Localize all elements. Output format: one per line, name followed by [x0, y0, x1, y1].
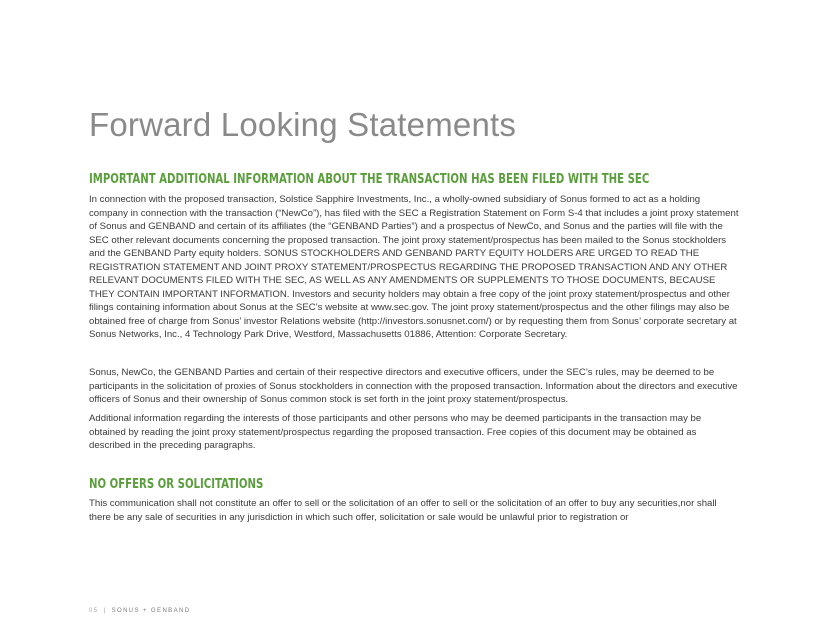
footer-separator: | — [103, 608, 107, 614]
section-heading-sec-filing: IMPORTANT ADDITIONAL INFORMATION ABOUT THE TRANSACTION HAS BEEN FILED WITH THE SEC — [89, 172, 650, 187]
body-paragraph: Additional information regarding the interests of those participants and other persons who may be deemed participants in the transaction may be obtained by reading the joint proxy statement/prospectus regarding the proposed transaction. Free copies of this document may be obtained as described in the preceding paragraphs. — [89, 413, 702, 451]
page-title: Forward Looking Statements — [89, 106, 517, 143]
section-heading-no-offers: NO OFFERS OR SOLICITATIONS — [89, 477, 264, 492]
page-number: 05 — [89, 608, 99, 614]
body-paragraph: In connection with the proposed transaction, Solstice Sapphire Investments, Inc., a wholly-owned subsidiary of Sonus formed to act as a holding company in connection with the transaction (“NewCo”), has filed with the SEC a Registration Statement on Form S-4 that includes a joint proxy statement of Sonus and GENBAND and certain of its affiliates (the “GENBAND Parties”) and a prospectus of NewCo, and Sonus and the parties will file with the SEC other relevant documents concerning the proposed transaction. The joint proxy statement/prospectus has been mailed to the Sonus stockholders and the GENBAND Party equity holders. SONUS STOCKHOLDERS AND GENBAND PARTY EQUITY HOLDERS ARE URGED TO READ THE REGISTRATION STATEMENT AND JOINT PROXY STATEMENT/PROSPECTUS REGARDING THE PROPOSED TRANSACTION AND ANY OTHER RELEVANT DOCUMENTS FILED WITH THE SEC, AS WELL AS ANY AMENDMENTS OR SUPPLEMENTS TO THOSE DOCUMENTS, BECAUSE THEY CONTAIN IMPORTANT INFORMATION. Investors and security holders may obtain a free copy of the joint proxy statement/prospectus and other filings containing information about Sonus at the SEC’s website at www.sec.gov. The joint proxy statement/prospectus and the other filings may also be obtained free of charge from Sonus’ investor Relations website (http://investors.sonusnet.com/) or by requesting them from Sonus’ corporate secretary at Sonus Networks, Inc., 4 Technology Park Drive, Westford, Massachusetts 01886, Attention: Corporate Secretary. — [89, 194, 739, 340]
footer-brand: SONUS + GENBAND — [111, 608, 191, 614]
body-paragraph: Sonus, NewCo, the GENBAND Parties and certain of their respective directors and executive officers, under the SEC’s rules, may be deemed to be participants in the solicitation of proxies of Sonus stockholders in connection with the proposed transaction. Information about the directors and executive officers of Sonus and their ownership of Sonus common stock is set forth in the joint proxy statement/prospectus. — [89, 367, 738, 405]
page-footer — [89, 608, 190, 614]
body-paragraph: This communication shall not constitute an offer to sell or the solicitation of an offer to sell or the solicitation of an offer to buy any securities,nor shall there be any sale of securities in any jurisdiction in which such offer, solicitation or sale would be unlawful prior to registration or — [89, 498, 717, 523]
